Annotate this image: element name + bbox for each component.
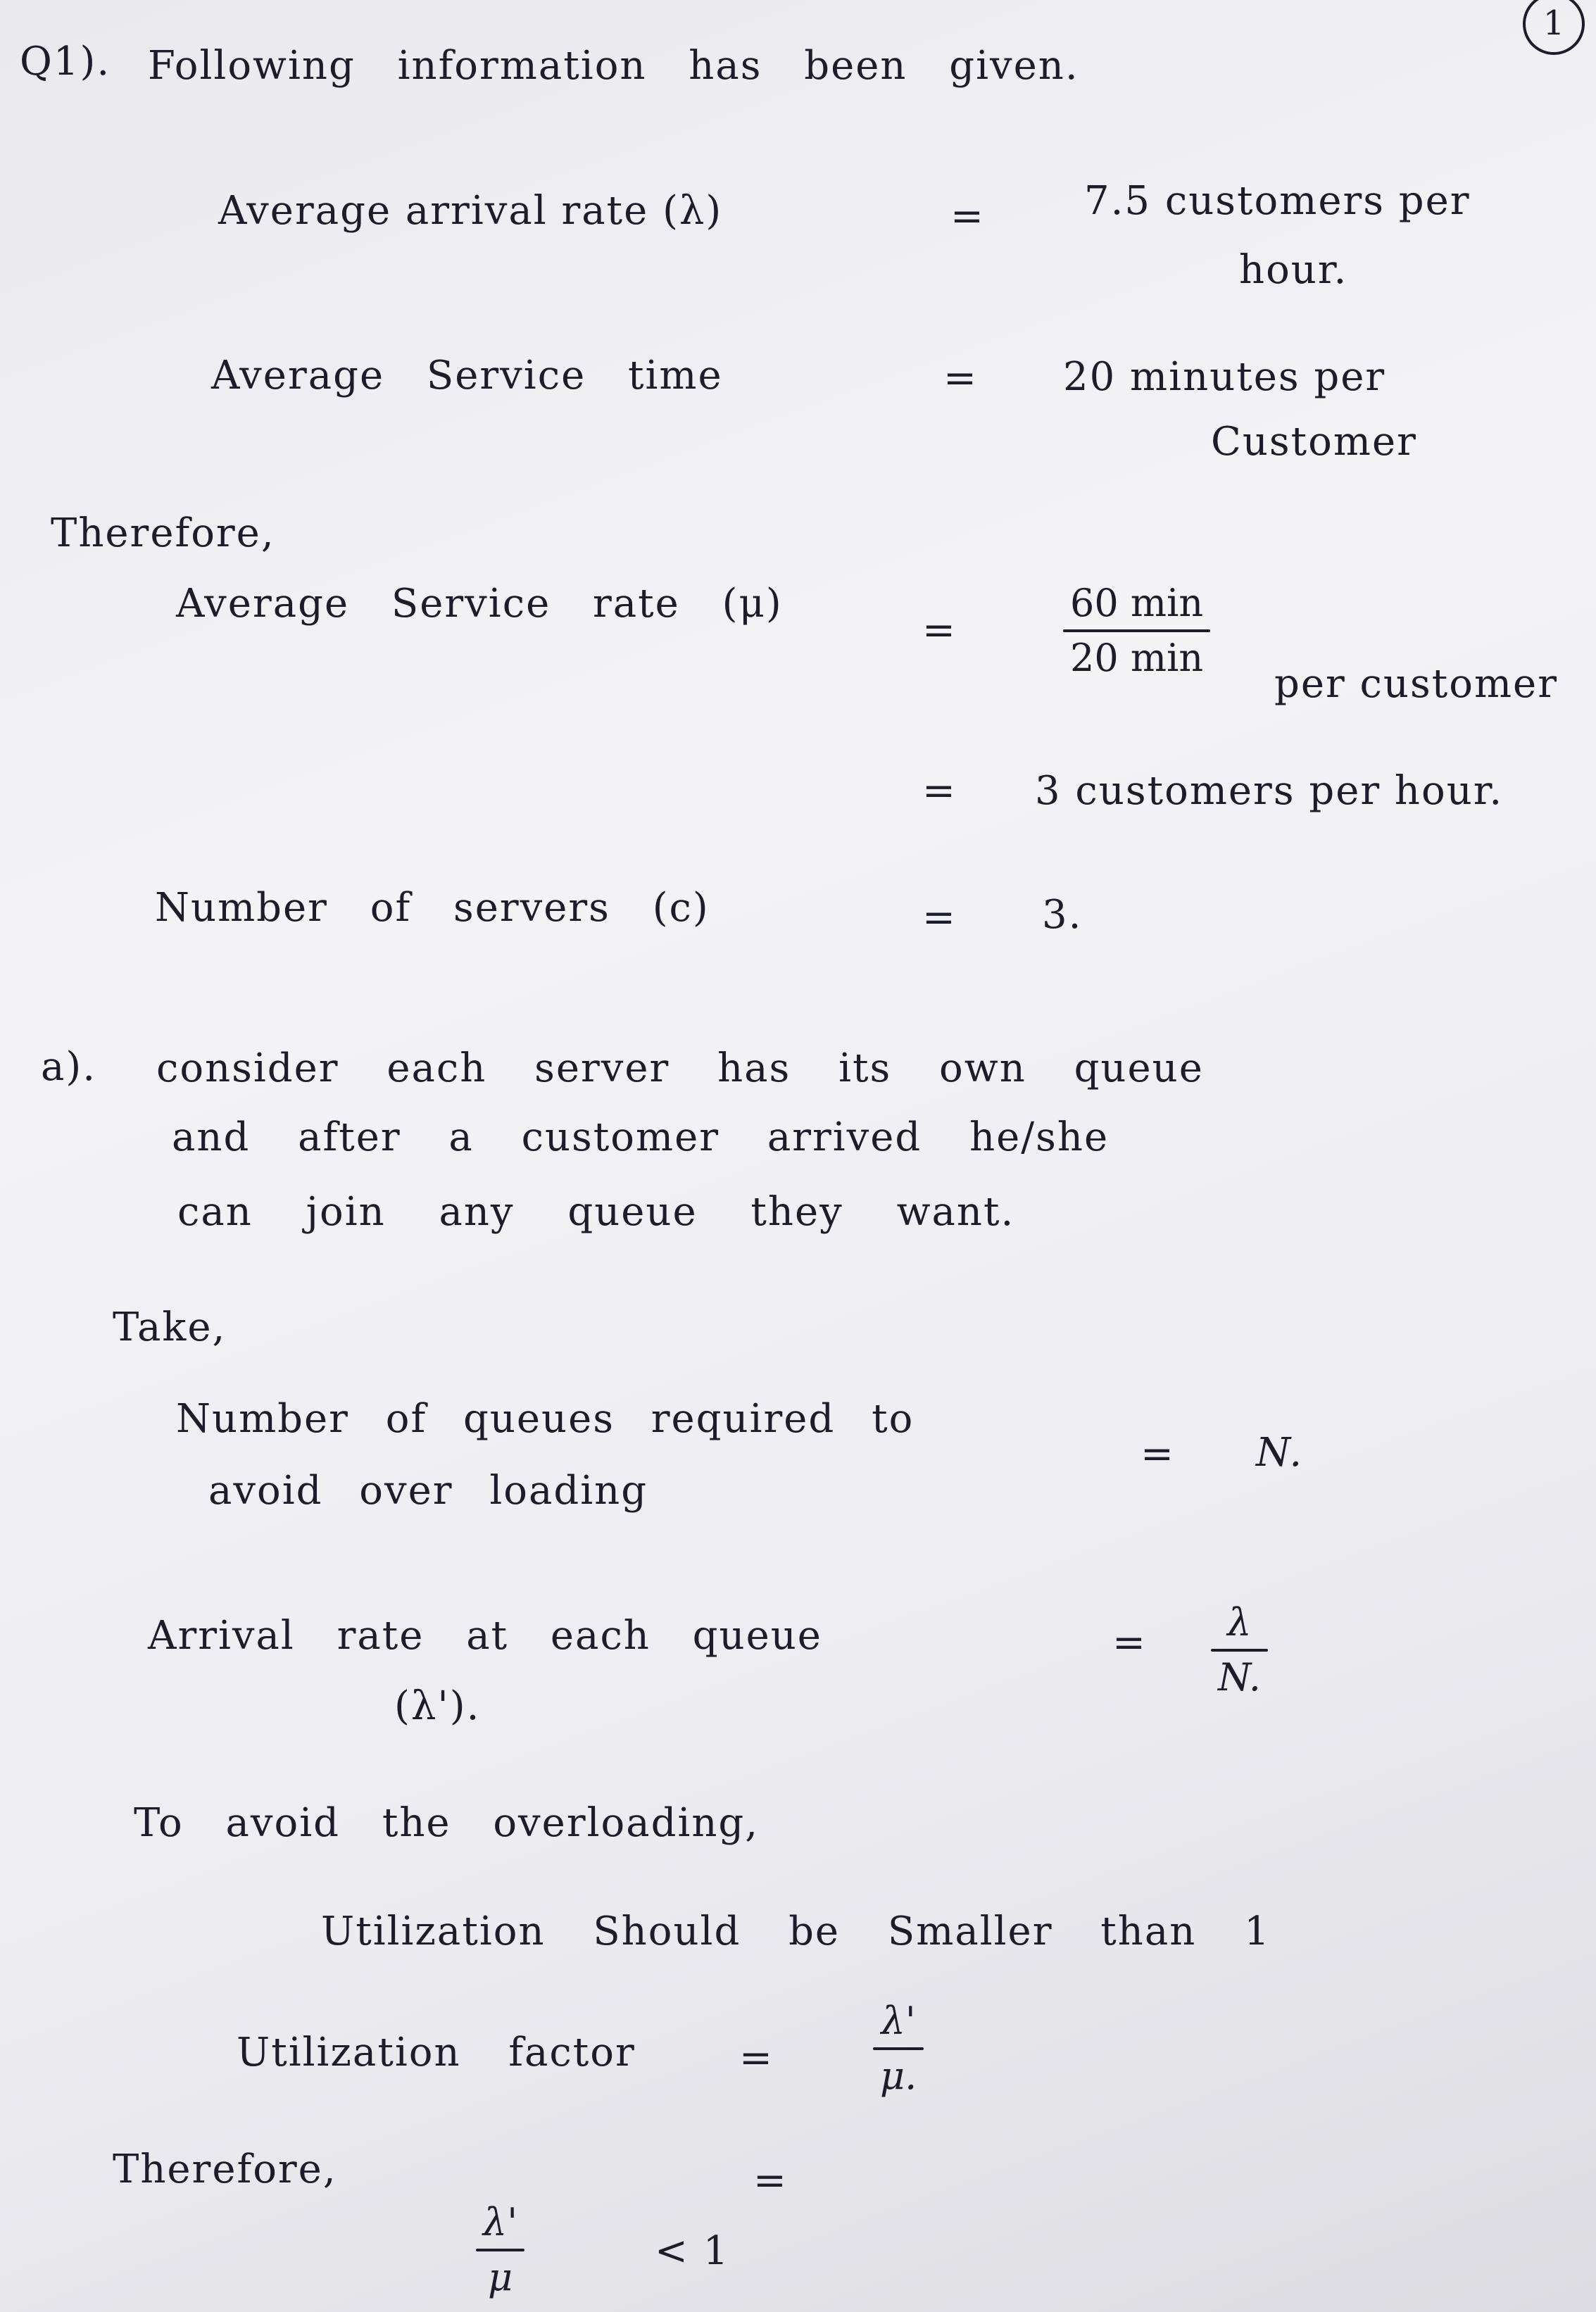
fraction-bar xyxy=(873,2047,924,2050)
service-rate-equals-2: = xyxy=(922,768,957,814)
therefore-heading-2: Therefore, xyxy=(113,2147,337,2192)
servers-value: 3. xyxy=(1042,892,1083,938)
service-time-label: Average Service time xyxy=(211,353,723,398)
utilization-equals: = xyxy=(739,2035,774,2081)
fraction-denominator: N. xyxy=(1218,1655,1261,1700)
therefore-equals: = xyxy=(753,2158,788,2204)
service-rate-equals: = xyxy=(922,608,957,653)
queues-label-line-2: avoid over loading xyxy=(208,1468,648,1514)
utilization-fraction xyxy=(873,1999,924,2098)
fraction-bar xyxy=(1211,1649,1268,1652)
part-a-label: a). xyxy=(41,1044,97,1090)
fraction-numerator: 60 min xyxy=(1070,581,1204,625)
service-time-value: 20 minutes per xyxy=(1063,354,1386,400)
service-rate-result: 3 customers per hour. xyxy=(1035,768,1504,814)
fraction-denominator: μ. xyxy=(880,2054,917,2099)
arrival-each-fraction xyxy=(1211,1601,1268,1700)
intro-text: Following information has been given. xyxy=(148,43,1079,89)
service-rate-fraction xyxy=(1063,582,1210,680)
service-time-unit: Customer xyxy=(1211,419,1417,465)
fraction-numerator: λ' xyxy=(483,2200,518,2244)
queues-label-line-1: Number of queues required to xyxy=(176,1396,915,1442)
service-time-equals: = xyxy=(943,356,978,401)
avoid-line-1: To avoid the overloading, xyxy=(134,1800,760,1846)
fraction-bar xyxy=(1063,629,1210,632)
page-number-circle: 1 xyxy=(1523,0,1585,55)
arrival-each-label-line-2: (λ'). xyxy=(394,1683,481,1729)
queues-equals: = xyxy=(1141,1431,1175,1477)
final-inequality: < 1 xyxy=(655,2228,730,2274)
service-rate-label: Average Service rate (μ) xyxy=(176,581,783,627)
fraction-numerator: λ' xyxy=(881,1999,916,2043)
part-a-line-3: can join any queue they want. xyxy=(177,1189,1015,1235)
service-rate-fraction-unit: per customer xyxy=(1274,661,1558,707)
utilization-label: Utilization factor xyxy=(237,2030,636,2075)
arrival-rate-equals: = xyxy=(950,194,985,239)
arrival-rate-unit: hour. xyxy=(1239,247,1348,293)
arrival-each-label-line-1: Arrival rate at each queue xyxy=(148,1613,822,1659)
therefore-heading: Therefore, xyxy=(51,510,275,556)
part-a-line-2: and after a customer arrived he/she xyxy=(172,1114,1110,1160)
question-label: Q1). xyxy=(20,39,111,84)
avoid-line-2: Utilization Should be Smaller than 1 xyxy=(321,1909,1271,1954)
final-fraction xyxy=(476,2201,524,2299)
arrival-each-equals: = xyxy=(1112,1620,1147,1666)
servers-equals: = xyxy=(922,895,957,941)
fraction-bar xyxy=(476,2249,524,2251)
fraction-denominator: 20 min xyxy=(1070,636,1204,681)
servers-label: Number of servers (c) xyxy=(155,885,710,931)
queues-value: N. xyxy=(1256,1430,1304,1476)
arrival-rate-value: 7.5 customers per xyxy=(1084,178,1471,224)
arrival-rate-label: Average arrival rate (λ) xyxy=(218,188,723,234)
part-a-line-1: consider each server has its own queue xyxy=(156,1045,1204,1091)
fraction-numerator: λ xyxy=(1227,1600,1252,1645)
fraction-denominator: μ xyxy=(487,2255,513,2300)
take-heading: Take, xyxy=(113,1305,227,1350)
